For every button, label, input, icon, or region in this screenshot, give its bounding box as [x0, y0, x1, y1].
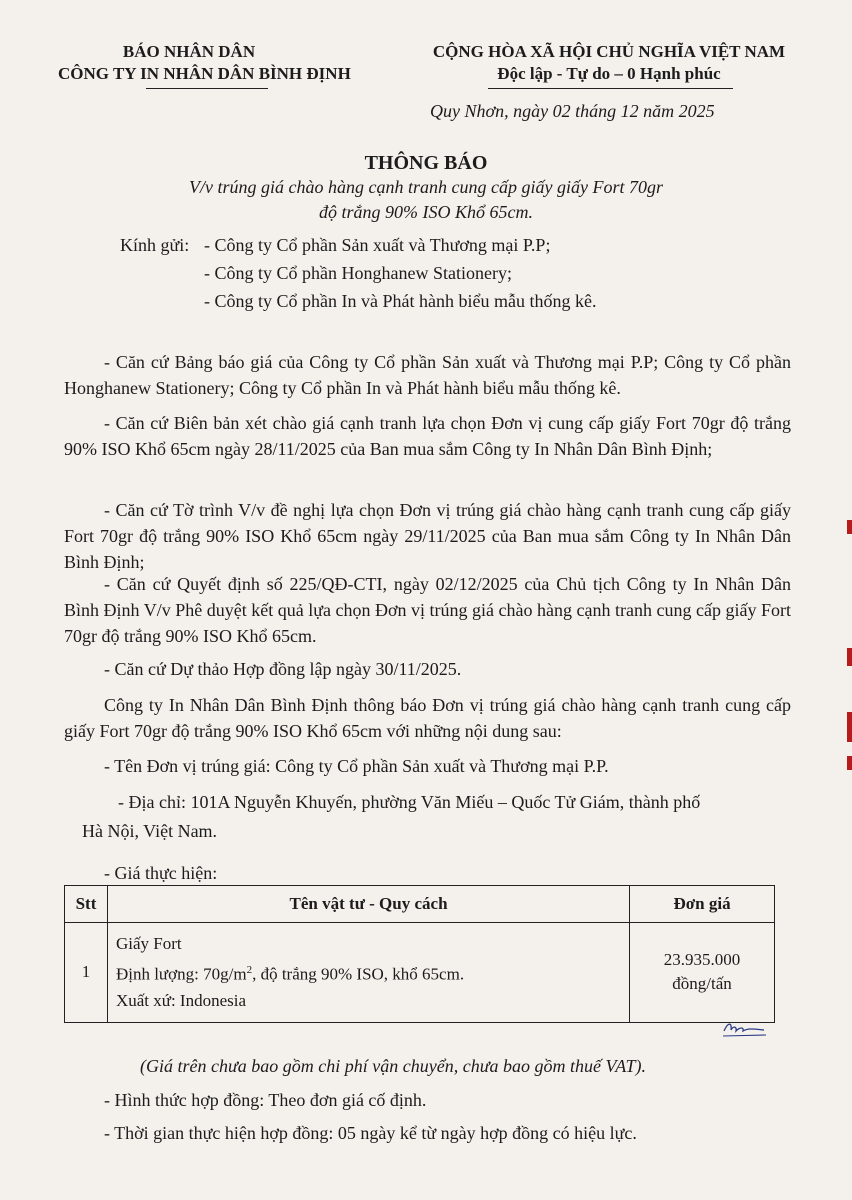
contract-form: - Hình thức hợp đồng: Theo đơn giá cố định. [104, 1090, 427, 1110]
initials-signature [720, 1018, 770, 1040]
winner-address-line1: - Địa chỉ: 101A Nguyễn Khuyến, phường Văn Miếu – Quốc Tử Giám, thành phố [118, 792, 701, 812]
item-name: Giấy Fort [115, 934, 182, 953]
price-note: (Giá trên chưa bao gồm chi phí vận chuyển, chưa bao gồm thuế VAT). [140, 1056, 647, 1076]
org-name: CÔNG TY IN NHÂN DÂN BÌNH ĐỊNH [58, 64, 351, 83]
contract-time: - Thời gian thực hiện hợp đồng: 05 ngày kể từ ngày hợp đồng có hiệu lực. [104, 1123, 637, 1143]
basis-paragraph-3: - Căn cứ Tờ trình V/v đề nghị lựa chọn Đơn vị trúng giá chào hàng cạnh tranh cung cấp giấy Fort 70gr độ trắng 90% ISO Khổ 65cm ngày 29/11/2025 của Ban mua sắm Công ty In Nhân Dân Bình Định; [64, 500, 791, 572]
national-title: CỘNG HÒA XÃ HỘI CHỦ NGHĨA VIỆT NAM [432, 42, 786, 61]
cell-stt: 1 [65, 923, 108, 1023]
col-header-stt: Stt [65, 886, 108, 923]
cell-item [107, 923, 629, 1023]
price-value: 23.935.000 [663, 950, 741, 970]
price-label: - Giá thực hiện: [104, 863, 218, 883]
place-date: Quy Nhơn, ngày 02 tháng 12 năm 2025 [430, 101, 715, 121]
document-title: THÔNG BÁO [364, 152, 488, 174]
org-underline [146, 88, 268, 89]
recipient-item: - Công ty Cổ phần Honghanew Stationery; [204, 263, 512, 283]
document-subtitle-line1: V/v trúng giá chào hàng cạnh tranh cung cấp giấy giấy Fort 70gr [189, 177, 663, 197]
item-spec-rest: , độ trắng 90% ISO, khổ 65cm. [252, 964, 465, 984]
winner-name: - Tên Đơn vị trúng giá: Công ty Cổ phần Sản xuất và Thương mại P.P. [104, 756, 609, 776]
item-spec-superscript: 2 [246, 964, 253, 976]
basis-paragraph-2: - Căn cứ Biên bản xét chào giá cạnh tranh lựa chọn Đơn vị cung cấp giấy Fort 70gr độ trắng 90% ISO Khổ 65cm ngày 28/11/2025 của Ban mua sắm Công ty In Nhân Dân Bình Định; [64, 413, 791, 459]
col-header-price: Đơn giá [630, 886, 775, 923]
recipients-label: Kính gửi: [120, 235, 190, 255]
cell-price [630, 923, 775, 1023]
winner-address-line2: Hà Nội, Việt Nam. [82, 821, 218, 841]
basis-paragraph-4: - Căn cứ Quyết định số 225/QĐ-CTI, ngày 02/12/2025 của Chủ tịch Công ty In Nhân Dân Bình Định V/v Phê duyệt kết quả lựa chọn Đơn vị trúng giá chào hàng cạnh tranh cung cấp giấy Fort 70gr độ trắng 90% ISO Khổ 65cm. [64, 574, 791, 646]
price-table [64, 885, 775, 1023]
basis-paragraph-5: - Căn cứ Dự thảo Hợp đồng lập ngày 30/11/2025. [104, 659, 462, 679]
edge-mark [847, 648, 852, 666]
price-unit: đồng/tấn [672, 974, 732, 994]
org-parent: BÁO NHÂN DÂN [122, 42, 256, 61]
edge-mark [847, 520, 852, 534]
table-header-row [65, 886, 775, 923]
basis-paragraph-1: - Căn cứ Bảng báo giá của Công ty Cổ phần Sản xuất và Thương mại P.P; Công ty Cổ phần Honghanew Stationery; Công ty Cổ phần In và Phát hành biểu mẫu thống kê. [64, 352, 791, 398]
col-header-item: Tên vật tư - Quy cách [107, 886, 629, 923]
item-origin: Xuất xứ: Indonesia [115, 990, 247, 1010]
item-spec [116, 957, 621, 988]
edge-mark [847, 756, 852, 770]
table-row [65, 923, 775, 1023]
motto-underline [488, 88, 733, 89]
announcement-paragraph: Công ty In Nhân Dân Bình Định thông báo Đơn vị trúng giá chào hàng cạnh tranh cung cấp giấy Fort 70gr độ trắng 90% ISO Khổ 65cm với những nội dung sau: [64, 695, 791, 741]
document-subtitle-line2: độ trắng 90% ISO Khổ 65cm. [319, 202, 533, 222]
recipient-item: - Công ty Cổ phần In và Phát hành biểu mẫu thống kê. [204, 291, 597, 311]
edge-mark [847, 712, 852, 742]
item-spec-text: Định lượng: 70g/m [115, 964, 247, 984]
national-motto: Độc lập - Tự do – 0 Hạnh phúc [497, 64, 721, 83]
recipient-item: - Công ty Cổ phần Sản xuất và Thương mại P.P; [204, 235, 551, 255]
